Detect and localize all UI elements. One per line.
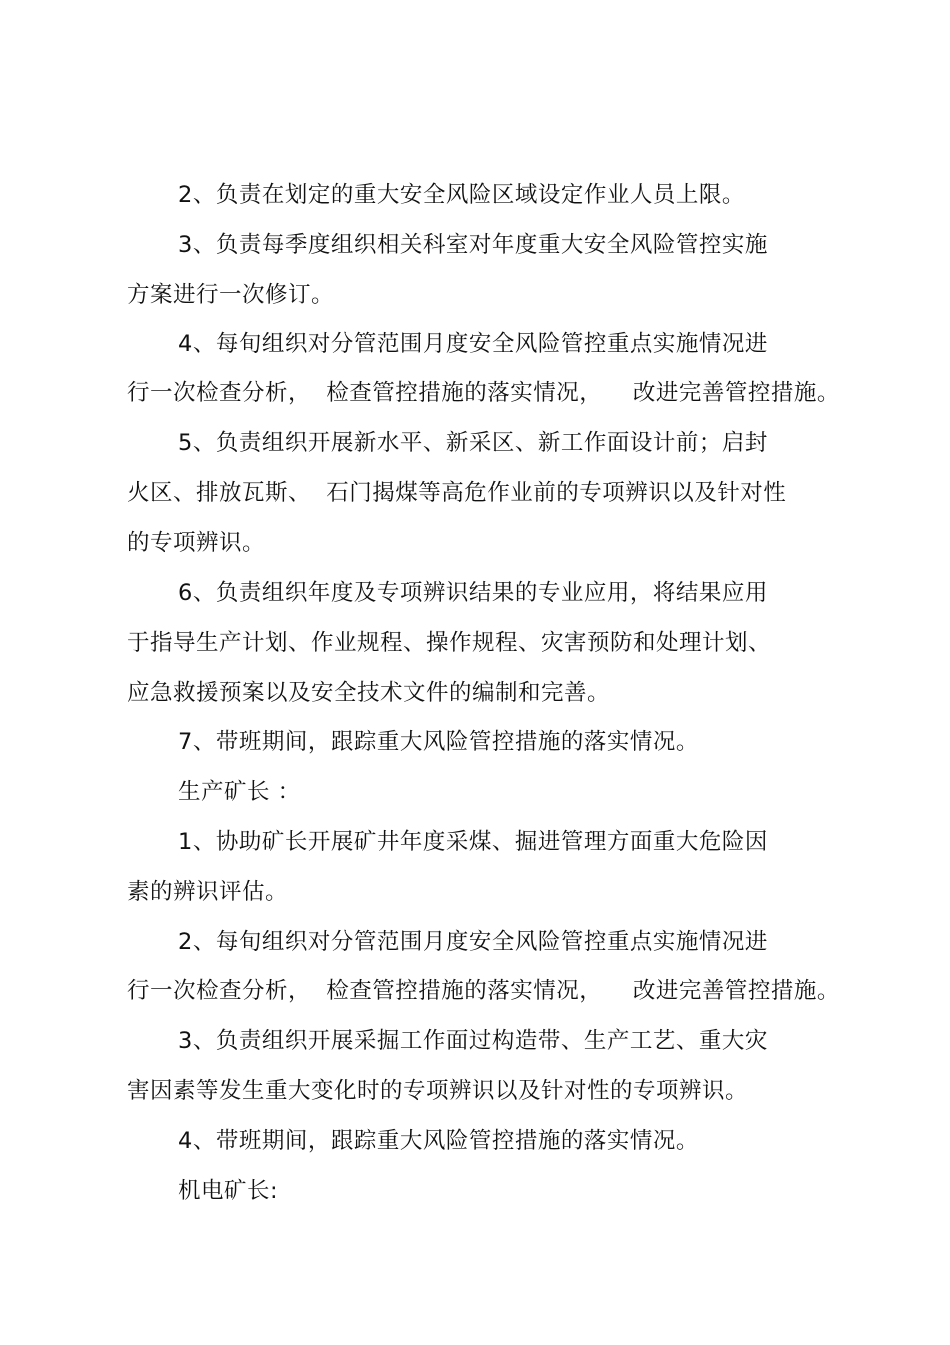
paragraph-line: 行一次检查分析， 检查管控措施的落实情况， 改进完善管控措施。 bbox=[127, 978, 840, 1004]
section-heading: 机电矿长: bbox=[178, 1178, 279, 1204]
paragraph-line: 3、负责每季度组织相关科室对年度重大安全风险管控实施 bbox=[178, 232, 768, 258]
paragraph-line: 素的辨识评估。 bbox=[127, 879, 289, 905]
paragraph-line: 3、负责组织开展采掘工作面过构造带、生产工艺、重大灾 bbox=[178, 1028, 768, 1054]
section-heading: 生产矿长 ： bbox=[178, 779, 301, 805]
paragraph-line: 4、带班期间，跟踪重大风险管控措施的落实情况。 bbox=[178, 1128, 699, 1154]
paragraph-line: 6、负责组织年度及专项辨识结果的专业应用，将结果应用 bbox=[178, 580, 768, 606]
paragraph-line: 2、负责在划定的重大安全风险区域设定作业人员上限。 bbox=[178, 182, 745, 208]
paragraph-line: 2、每旬组织对分管范围月度安全风险管控重点实施情况进 bbox=[178, 929, 768, 955]
paragraph-line: 行一次检查分析， 检查管控措施的落实情况， 改进完善管控措施。 bbox=[127, 380, 840, 406]
paragraph-line: 害因素等发生重大变化时的专项辨识以及针对性的专项辨识。 bbox=[127, 1078, 749, 1104]
paragraph-line: 的专项辨识。 bbox=[127, 530, 266, 556]
paragraph-line: 4、每旬组织对分管范围月度安全风险管控重点实施情况进 bbox=[178, 331, 768, 357]
paragraph-line: 于指导生产计划、作业规程、操作规程、灾害预防和处理计划、 bbox=[127, 630, 772, 656]
paragraph-line: 7、带班期间，跟踪重大风险管控措施的落实情况。 bbox=[178, 729, 699, 755]
paragraph-line: 5、负责组织开展新水平、新采区、新工作面设计前；启封 bbox=[178, 430, 768, 456]
paragraph-line: 方案进行一次修订。 bbox=[127, 282, 335, 308]
paragraph-line: 火区、排放瓦斯、 石门揭煤等高危作业前的专项辨识以及针对性 bbox=[127, 480, 787, 506]
paragraph-line: 1、协助矿长开展矿井年度采煤、掘进管理方面重大危险因 bbox=[178, 829, 768, 855]
paragraph-line: 应急救援预案以及安全技术文件的编制和完善。 bbox=[127, 680, 611, 706]
